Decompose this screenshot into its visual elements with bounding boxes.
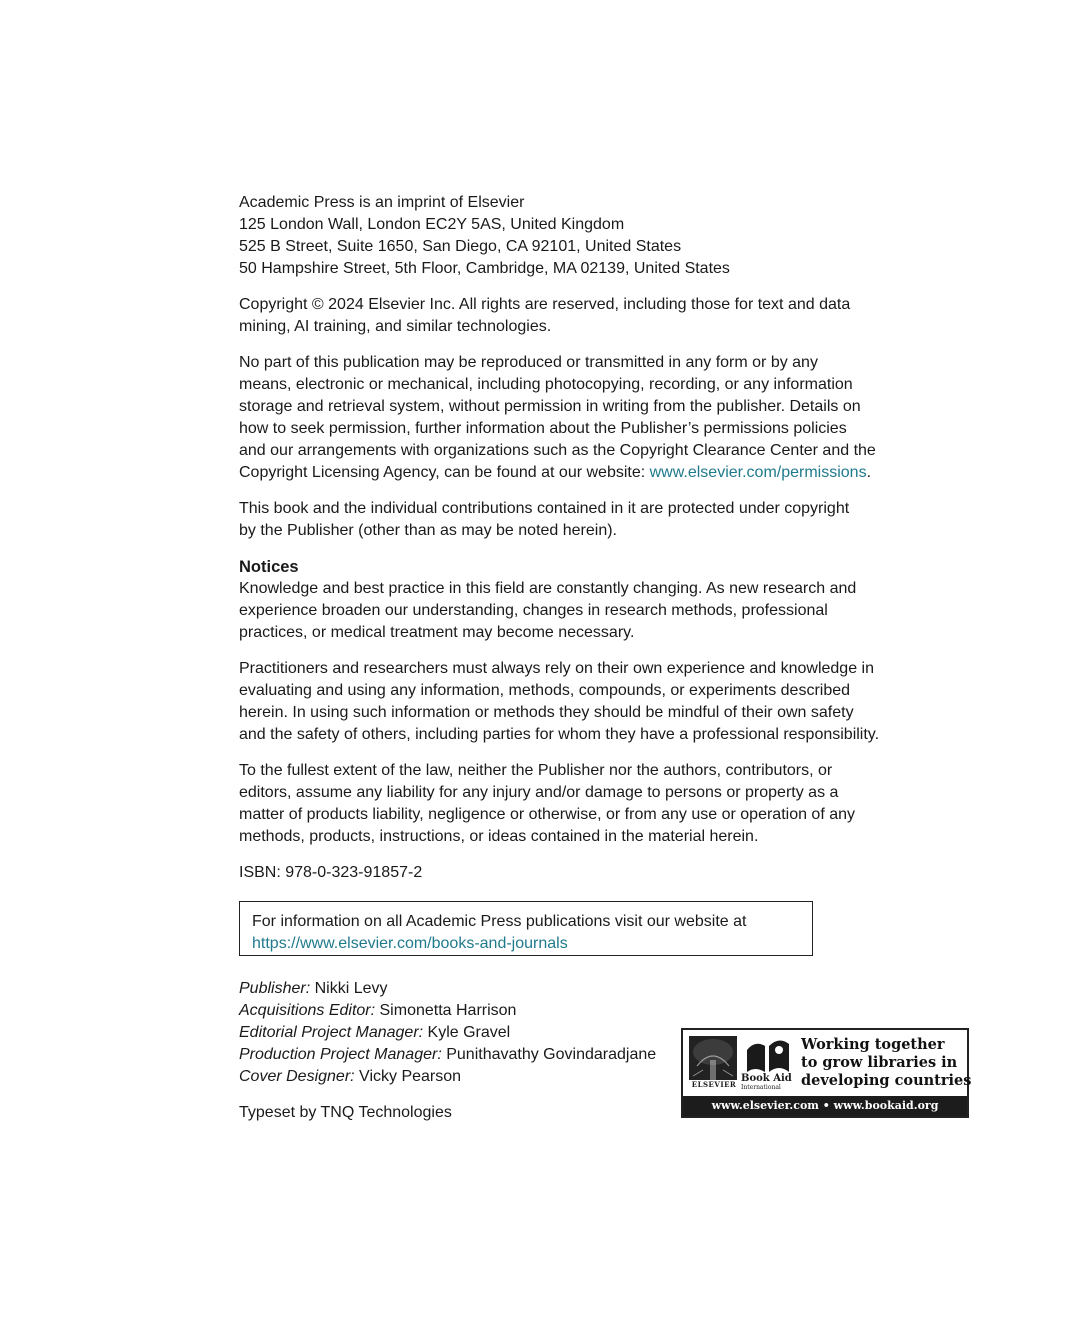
credit-person: Punithavathy Govindaradjane xyxy=(441,1046,657,1063)
notices-line: Practitioners and researchers must always rely on their own experience and knowledge in xyxy=(239,660,874,677)
tagline-line: developing countries xyxy=(801,1072,972,1089)
reproduction-line: storage and retrieval system, without permission in writing from the publisher. Details on xyxy=(239,398,861,415)
address-cambridge: 50 Hampshire Street, 5th Floor, Cambridge, MA 02139, United States xyxy=(239,260,730,277)
books-journals-link[interactable]: https://www.elsevier.com/books-and-journals xyxy=(252,935,568,952)
notices-line: Knowledge and best practice in this field are constantly changing. As new research and xyxy=(239,580,857,597)
notices-block-1 xyxy=(239,556,919,644)
book-aid-wordmark xyxy=(741,1074,797,1091)
reproduction-prefix: Copyright Licensing Agency, can be found at our website: xyxy=(239,464,650,481)
protected-block xyxy=(239,498,919,542)
credit-person: Vicky Pearson xyxy=(354,1068,462,1085)
reproduction-line: means, electronic or mechanical, including photocopying, recording, or any information xyxy=(239,376,853,393)
reproduction-line-last xyxy=(239,462,919,484)
credit-role: Editorial Project Manager: xyxy=(239,1024,424,1041)
credit-person: Kyle Gravel xyxy=(423,1024,511,1041)
credit-cover-designer xyxy=(239,1066,656,1088)
book-aid-sub: International xyxy=(741,1084,781,1091)
credits-list xyxy=(239,978,656,1088)
copyright-line: Copyright © 2024 Elsevier Inc. All rights are reserved, including those for text and data xyxy=(239,296,851,313)
notices-line: matter of products liability, negligence or otherwise, or from any use or operation of any xyxy=(239,806,856,823)
credit-role: Acquisitions Editor: xyxy=(239,1002,376,1019)
address-san-diego: 525 B Street, Suite 1650, San Diego, CA 92101, United States xyxy=(239,238,682,255)
credit-acquisitions-editor xyxy=(239,1000,656,1022)
copyright-line: mining, AI training, and similar technologies. xyxy=(239,318,552,335)
notices-line: and the safety of others, including parties for whom they have a professional responsibility. xyxy=(239,726,880,743)
reproduction-line: No part of this publication may be reproduced or transmitted in any form or by any xyxy=(239,354,818,371)
notices-line: experience broaden our understanding, changes in research methods, professional xyxy=(239,602,828,619)
reproduction-line: and our arrangements with organizations such as the Copyright Clearance Center and the xyxy=(239,442,876,459)
notices-line: evaluating and using any information, methods, compounds, or experiments described xyxy=(239,682,851,699)
book-aid-badge xyxy=(681,1028,972,1118)
isbn: ISBN: 978-0-323-91857-2 xyxy=(239,864,423,881)
notices-heading: Notices xyxy=(239,558,299,576)
credit-production-pm xyxy=(239,1044,656,1066)
notices-line: methods, products, instructions, or ideas contained in the material herein. xyxy=(239,828,759,845)
tagline-line: Working together xyxy=(801,1036,945,1053)
book-aid-tagline xyxy=(801,1036,971,1090)
book-aid-urls: www.elsevier.com • www.bookaid.org xyxy=(683,1096,967,1116)
protected-line: by the Publisher (other than as may be noted herein). xyxy=(239,522,617,539)
notices-line: practices, or medical treatment may become necessary. xyxy=(239,624,635,641)
notices-line: herein. In using such information or methods they should be mindful of their own safety xyxy=(239,704,854,721)
tagline-line: to grow libraries in xyxy=(801,1054,958,1071)
credit-person: Simonetta Harrison xyxy=(375,1002,517,1019)
reproduction-line: how to seek permission, further information about the Publisher’s permissions policies xyxy=(239,420,847,437)
permissions-link[interactable]: www.elsevier.com/permissions xyxy=(649,464,867,481)
imprint-block xyxy=(239,192,919,280)
notices-line: editors, assume any liability for any injury and/or damage to persons or property as a xyxy=(239,784,839,801)
credit-role: Publisher: xyxy=(239,980,311,997)
credit-role: Cover Designer: xyxy=(239,1068,355,1085)
copyright-block xyxy=(239,294,919,338)
notices-block-2 xyxy=(239,658,919,746)
credit-editorial-pm xyxy=(239,1022,656,1044)
credit-role: Production Project Manager: xyxy=(239,1046,442,1063)
reproduction-suffix: . xyxy=(866,464,872,481)
elsevier-wordmark: ELSEVIER xyxy=(691,1080,737,1089)
credit-person: Nikki Levy xyxy=(310,980,388,997)
credit-publisher xyxy=(239,978,656,1000)
typeset-credit: Typeset by TNQ Technologies xyxy=(239,1104,452,1121)
reproduction-block xyxy=(239,352,919,484)
protected-line: This book and the individual contributions contained in it are protected under copyright xyxy=(239,500,850,517)
imprint-line: Academic Press is an imprint of Elsevier xyxy=(239,194,525,211)
book-aid-name: Book Aid xyxy=(741,1073,792,1084)
address-london: 125 London Wall, London EC2Y 5AS, United Kingdom xyxy=(239,216,625,233)
infobox-text: For information on all Academic Press publications visit our website at xyxy=(252,913,747,930)
publications-info-box xyxy=(239,901,813,956)
book-aid-logo-icon xyxy=(743,1036,793,1076)
copyright-page-body xyxy=(239,192,919,898)
notices-block-3 xyxy=(239,760,919,848)
notices-line: To the fullest extent of the law, neither the Publisher nor the authors, contributors, or xyxy=(239,762,833,779)
